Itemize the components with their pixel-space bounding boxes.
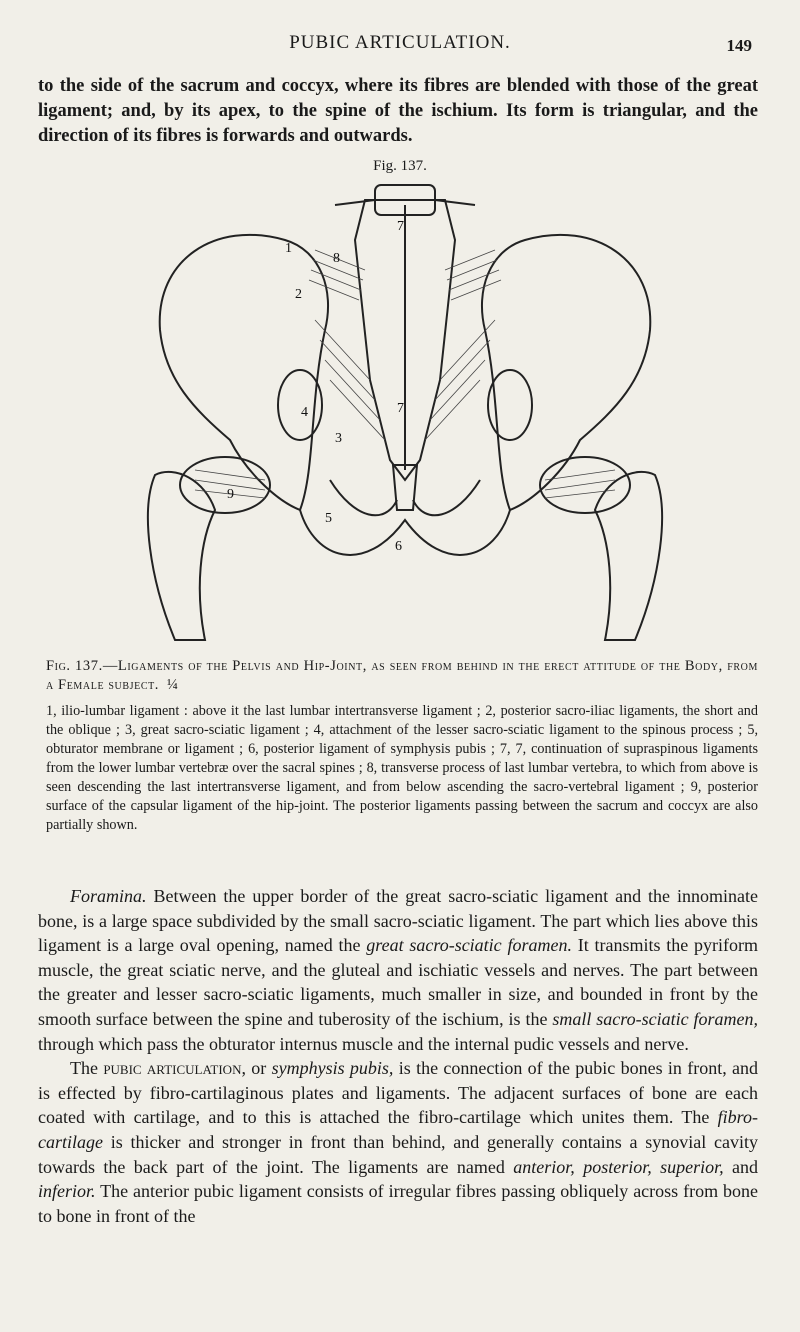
- paragraph1-text-1: Between the upper border of the great sacro-sciatic ligament and the innominate bone, is a large space subdivided by the small sacro-sciatic ligament. The part which lies above this ligament is a large oval opening, named the: [38, 886, 758, 956]
- coccyx: [393, 465, 417, 510]
- callout-8: 8: [333, 251, 340, 266]
- paragraph2-italic-6: inferior.: [38, 1181, 96, 1202]
- running-title: PUBIC ARTICULATION.: [289, 32, 511, 53]
- callout-2: 2: [295, 287, 302, 302]
- paragraph1-text-2: It transmits the pyriform muscle, the great sciatic nerve, and the gluteal and ischiatic vessels and nerves. The part between the greater and lesser sacro-sciatic ligaments, much smaller in size, and bounded in front by the smooth surface between the spine and tuberosity of the ischium, is the: [38, 935, 759, 1029]
- figure-caption-legend: 1, ilio-lumbar ligament : above it the last lumbar intertransverse ligament ; 2, posterior sacro-iliac ligaments, the short and the oblique ; 3, great sacro-sciatic ligament ; 4, attachment of the lesser sacro-sciatic ligament to the spinous process ; 5, obturator membrane or ligament ; 6, posterior ligament of symphysis pubis ; 7, 7, continuation of supraspinous ligaments from the lower lumbar vertebræ over the sacral spines ; 8, transverse process of last lumbar vertebra, to which from above is seen descending the last intertransverse ligament, and from below ascending the sacro-vertebral ligament ; 9, posterior surface of the capsular ligament of the hip-joint. The posterior ligaments passing between the sacrum and coccyx are also partially shown.: [46, 703, 758, 833]
- left-hip-capsule: [180, 457, 270, 513]
- body-text: [38, 884, 758, 1228]
- paragraph2-text-1: or: [245, 1058, 272, 1079]
- figure-caption-title: [46, 657, 758, 695]
- paragraph2-text-7: The anterior pubic ligament consists of irregular fibres passing obliquely across from bone to bone in front of the: [38, 1181, 758, 1226]
- paragraph2-italic-2: fibro-cartilage: [38, 1107, 758, 1152]
- caption-scale: ¼: [167, 677, 179, 693]
- callout-3: 3: [335, 431, 342, 446]
- callout-7-lower: 7: [397, 401, 404, 416]
- paragraph1-text-3: through which pass the obturator internus muscle and the internal pudic vessels and nerve.: [38, 1033, 689, 1054]
- paragraph1-italic-2: small sacro-sciatic foramen,: [552, 1008, 758, 1029]
- paragraph2-text-2: is the connection of the pubic bones in front, and is effected by fibro-cartilaginous plates and ligaments. The adjacent surfaces of bone are each coated with cartilage, and to this is attached the fibro-cartilage which unites them. The: [38, 1058, 759, 1128]
- callout-6: 6: [395, 539, 402, 554]
- running-head: [0, 32, 800, 56]
- paragraph2-text-5: [652, 1157, 660, 1177]
- pelvis-illustration: [135, 180, 675, 645]
- paragraph2-italic-3: anterior,: [513, 1156, 575, 1177]
- pelvis-drawing: [135, 180, 675, 645]
- paragraph-foramina: [38, 884, 758, 1056]
- paragraph1-italic-1: great sacro-sciatic foramen.: [366, 935, 572, 956]
- left-iliac-wing: [160, 235, 328, 510]
- paragraph2-smallcaps-1: pubic articulation,: [103, 1058, 246, 1079]
- right-hip-capsule: [540, 457, 630, 513]
- right-femur: [595, 472, 662, 640]
- paragraph2-text-6: and: [723, 1156, 759, 1177]
- figure-label: Fig. 137.: [373, 158, 427, 174]
- caption-number: Fig. 137.—: [46, 658, 118, 674]
- paragraph-pubic-articulation: [38, 1056, 758, 1228]
- paragraph2-italic-5: superior,: [660, 1156, 724, 1177]
- paragraph2-text-3: is thicker and stronger in front than behind, and generally contains a synovial cavity towards the back part of the joint. The ligaments are named: [38, 1131, 758, 1177]
- paragraph2-italic-1: symphysis pubis,: [271, 1058, 394, 1079]
- callout-1: 1: [285, 241, 292, 256]
- callout-4: 4: [301, 405, 308, 420]
- paragraph2-text-4: [575, 1157, 583, 1177]
- callout-7-top: 7: [397, 219, 404, 234]
- callout-9: 9: [227, 487, 234, 502]
- page-number: 149: [726, 36, 752, 55]
- paragraph1-lead: Foramina.: [70, 886, 147, 906]
- callout-5: 5: [325, 511, 332, 526]
- intro-paragraph: to the side of the sacrum and coccyx, where its fibres are blended with those of the great ligament; and, by its apex, to the spine of the ischium. Its form is triangular, and the direction of its fibres is forwards and outwards.: [38, 76, 758, 146]
- caption-title-text: Ligaments of the Pelvis and Hip-Joint, as seen from behind in the erect attitude of the Body, from a Female subject.: [46, 658, 758, 693]
- paragraph2-italic-4: posterior,: [583, 1156, 652, 1177]
- left-femur: [148, 472, 215, 640]
- right-iliac-wing: [482, 235, 650, 510]
- paragraph2-text-0: The: [70, 1058, 104, 1079]
